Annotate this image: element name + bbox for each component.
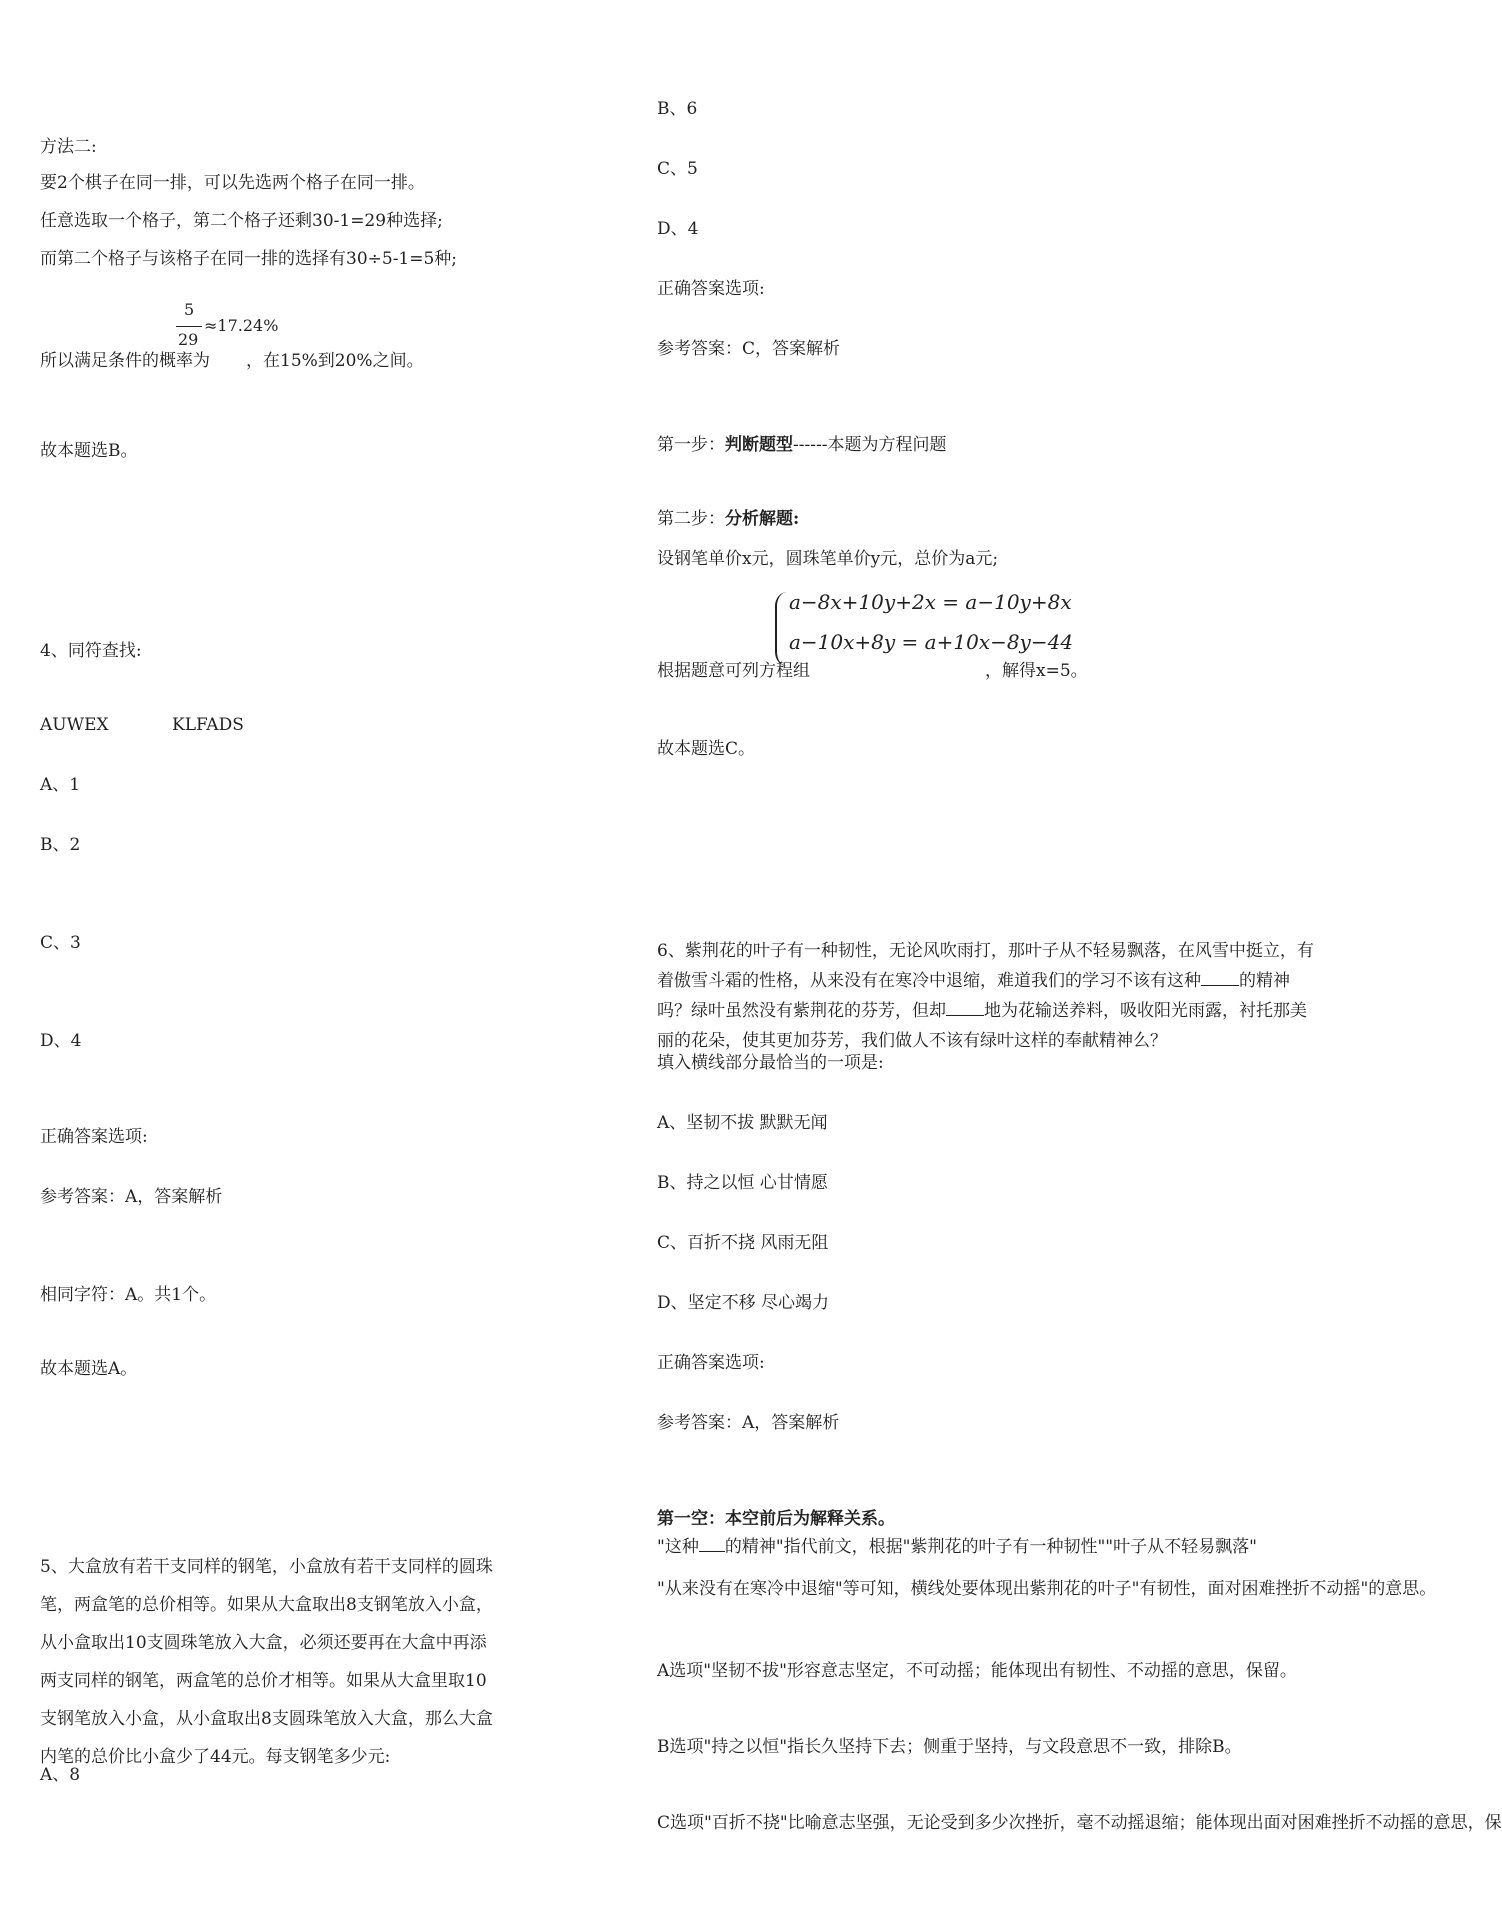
q3-conclusion: 故本题选B。 [40, 441, 138, 461]
q4-title: 4、同符查找: [40, 641, 142, 661]
q6-text-part-2: 的精神吗？绿叶虽然没有紫荆花的芬芳，但却 [657, 971, 1290, 1021]
blank1-line-1a: "这种 [657, 1537, 699, 1557]
q4-string-2: KLFADS [172, 715, 244, 735]
q4-conclusion: 故本题选A。 [40, 1359, 138, 1379]
q5-option-c: C、5 [657, 159, 698, 179]
probability-suffix: ，在15%到20%之间。 [246, 351, 424, 371]
equation-suffix: ，解得x=5。 [985, 661, 1088, 681]
q5-option-a: A、8 [40, 1765, 81, 1785]
option-a-explanation: A选项"坚韧不拔"形容意志坚定，不可动摇；能体现出有韧性、不动摇的意思，保留。 [657, 1661, 1297, 1681]
equation-row-2: a−10x+8y = a+10x−8y−44 [789, 630, 1074, 654]
fraction-denominator: 29 [178, 330, 199, 349]
step2-heading [657, 508, 799, 530]
equation-brace [775, 592, 787, 666]
step1-label: 判断题型 [725, 435, 793, 455]
q4-string-1: AUWEX [40, 715, 109, 735]
option-c-explanation: C选项"百折不挠"比喻意志坚强，无论受到多少次挫折，毫不动摇退缩；能体现出面对困难挫折不动摇的意思，保 [657, 1813, 1502, 1833]
equation-prefix: 根据题意可列方程组 [657, 661, 810, 681]
method2-line-2: 任意选取一个格子，第二个格子还剩30-1=29种选择; [40, 211, 443, 231]
q6-correct-label: 正确答案选项: [657, 1353, 765, 1373]
q6-option-d: D、坚定不移 尽心竭力 [657, 1293, 830, 1313]
q6-blank-2 [946, 1001, 984, 1016]
fraction-numerator: 5 [184, 300, 195, 319]
step1-line [657, 434, 946, 456]
step1-suffix: ------本题为方程问题 [793, 435, 947, 455]
q6-text-part-3: 地为花输送养料，吸收阳光雨露，衬托那美丽的花朵，使其更加芬芳，我们做人不该有绿叶这样的奉献精神么？ [657, 1001, 1307, 1051]
q6-text-part-1: 6、紫荆花的叶子有一种韧性，无论风吹雨打，那叶子从不轻易飘落，在风雪中挺立，有着傲雪斗霜的性格，从来没有在寒冷中退缩，难道我们的学习不该有这种 [657, 941, 1314, 991]
q5-correct-label: 正确答案选项: [657, 279, 765, 299]
q6-reference-answer: 参考答案：A，答案解析 [657, 1413, 840, 1433]
equation-row-1: a−8x+10y+2x = a−10y+8x [789, 590, 1072, 614]
q6-blank-1 [1201, 971, 1239, 986]
step2-label: 分析解题: [725, 509, 800, 529]
method2-line-3: 而第二个格子与该格子在同一排的选择有30÷5-1=5种; [40, 249, 458, 269]
method2-title: 方法二: [40, 137, 97, 157]
q6-option-a: A、坚韧不拔 默默无闻 [657, 1113, 828, 1133]
q4-option-a: A、1 [40, 775, 81, 795]
probability-prefix: 所以满足条件的概率为 [40, 351, 210, 371]
q4-option-c: C、3 [40, 933, 81, 953]
step2-prefix: 第二步： [657, 509, 725, 529]
step2-setup-line: 设钢笔单价x元，圆珠笔单价y元，总价为a元; [657, 549, 999, 569]
blank1-line-1 [657, 1536, 1257, 1558]
q4-option-d: D、4 [40, 1031, 82, 1051]
q4-explanation: 相同字符：A。共1个。 [40, 1285, 217, 1305]
q5-question-text: 5、大盒放有若干支同样的钢笔，小盒放有若干支同样的圆珠笔，两盒笔的总价相等。如果从大盒取出8支钢笔放入小盒，从小盒取出10支圆珠笔放入大盒，必须还要再在大盒中再添两支同样的钢笔，两盒笔的总价才相等。如果从大盒里取10支钢笔放入小盒，从小盒取出8支圆珠笔放入大盒，那么大盒内笔的总价比小盒少了44元。每支钢笔多少元: [40, 1557, 493, 1767]
method2-line-1: 要2个棋子在同一排，可以先选两个格子在同一排。 [40, 173, 425, 193]
q6-option-c: C、百折不挠 风雨无阻 [657, 1233, 829, 1253]
q4-correct-label: 正确答案选项: [40, 1127, 148, 1147]
step1-prefix: 第一步： [657, 435, 725, 455]
blank1-underline [699, 1537, 725, 1552]
q5-option-b: B、6 [657, 99, 698, 119]
blank1-heading: 第一空：本空前后为解释关系。 [657, 1509, 895, 1529]
q6-question-text [657, 936, 1317, 1056]
equation-system [775, 590, 1074, 670]
q5-option-d: D、4 [657, 219, 699, 239]
fraction-approx: ≈17.24% [204, 316, 279, 335]
q4-reference-answer: 参考答案：A，答案解析 [40, 1187, 223, 1207]
blank1-line-1b: 的精神"指代前文，根据"紫荆花的叶子有一种韧性""叶子从不轻易飘落" [724, 1537, 1257, 1557]
fraction-bar [176, 326, 202, 327]
q5-conclusion: 故本题选C。 [657, 739, 756, 759]
q6-prompt: 填入横线部分最恰当的一项是: [657, 1053, 884, 1073]
blank1-line-2: "从来没有在寒冷中退缩"等可知，横线处要体现出紫荆花的叶子"有韧性，面对困难挫折不动摇"的意思。 [657, 1579, 1437, 1599]
q6-option-b: B、持之以恒 心甘情愿 [657, 1173, 828, 1193]
option-b-explanation: B选项"持之以恒"指长久坚持下去；侧重于坚持，与文段意思不一致，排除B。 [657, 1737, 1242, 1757]
q5-reference-answer: 参考答案：C，答案解析 [657, 339, 841, 359]
q4-option-b: B、2 [40, 835, 81, 855]
